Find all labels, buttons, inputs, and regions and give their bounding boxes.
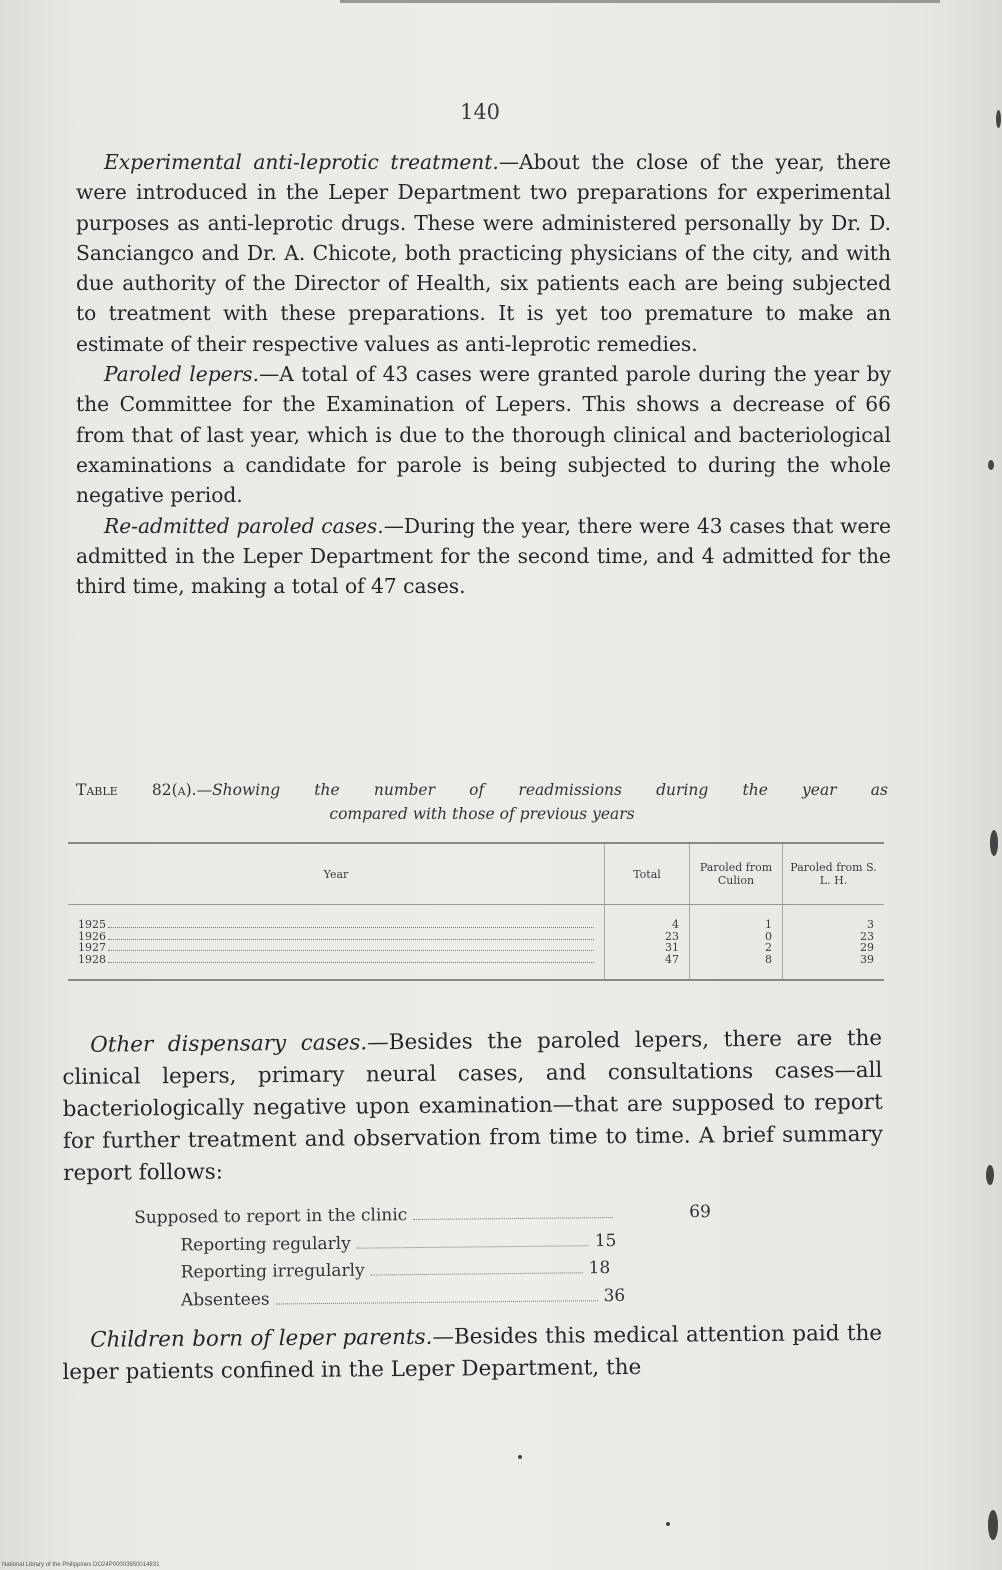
header-paroled-slh: Paroled from S. L. H. [783,843,885,905]
slh-cell: 23 [783,931,885,943]
paragraph-heading: Paroled lepers. [104,362,260,387]
paragraph-heading: Re-admitted paroled cases. [104,513,384,538]
paragraph-heading: Experimental anti-leprotic treatment. [104,150,499,174]
paragraph-text: —Besides the paroled lepers, there are the clinical lepers, primary neural cases, and consultations cases—all bacteriologically negative upon examination—that are supposed to report for further treatment and observation from time to time. A brief summary report follows: [62,1025,884,1186]
page-speck [996,110,1001,128]
paragraph-experimental-treatment [76,147,891,359]
page-number: 140 [459,100,501,124]
table-caption-title: —Showing the number of readmissions during the year as [196,781,888,799]
page-speck [518,1455,522,1459]
page-speck [666,1522,670,1526]
slh-cell: 29 [783,942,885,954]
header-year: Year [68,843,605,905]
table-caption-title-line2: compared with those of previous years [329,805,635,823]
total-cell: 23 [605,931,690,943]
culion-cell: 8 [690,954,783,981]
summary-item-value: 36 [603,1285,626,1306]
paragraph-text: —About the close of the year, there were introduced in the Leper Department two preparations for experimental purposes as anti-leprotic drugs. These were administered personally by Dr. D. Sanciangco and Dr. A. Chicote, both practicing physicians of the city, and with due authority of the Director of Health, six patients each are being subjected to treatment with these preparations. It is yet too premature to make an estimate of their respective values as anti-leprotic remedies. [76,150,891,356]
culion-cell: 2 [690,942,783,954]
summary-item-label: Reporting irregularly [180,1260,365,1283]
summary-item-label: Absentees [180,1289,270,1311]
paragraph-readmitted-cases [76,511,891,602]
table-row [68,931,884,943]
table-row [68,942,884,954]
summary-item-value: 18 [588,1258,611,1279]
slh-cell: 3 [783,905,885,931]
paragraph-text: —A total of 43 cases were granted parole during the year by the Committee for the Examination of Lepers. This shows a decrease of 66 from that of last year, which is due to the thorough clinical and bacteriological examinations a candidate for parole is being subjected to during the whole negative period. [76,362,891,508]
year-cell: 1928 [78,952,106,966]
culion-cell: 0 [690,931,783,943]
paragraph-text: —During the year, there were 43 cases that were admitted in the Leper Department for the second time, and 4 admitted for the third time, making a total of 47 cases. [76,513,891,599]
footer-credit: National Library of the Philippines DO24P00003950014831 [2,1562,160,1568]
total-cell: 4 [605,905,690,931]
year-cell: 1926 [78,929,106,943]
table-caption [76,778,888,826]
page-speck [988,460,994,470]
slh-cell: 39 [783,954,885,981]
header-total: Total [605,843,690,905]
page-speck [986,1165,994,1185]
total-cell: 31 [605,942,690,954]
summary-total-label: Supposed to report in the clinic [134,1205,408,1228]
paragraph-heading: Children born of leper parents. [90,1324,433,1353]
total-cell: 47 [605,954,690,981]
culion-cell: 1 [690,905,783,931]
summary-report [134,1198,835,1315]
paragraph-heading: Other dispensary cases. [90,1030,368,1058]
table-row [68,954,884,981]
table-row [68,905,884,931]
paragraph-other-dispensary [62,1023,883,1190]
dispensary-text [62,1023,883,1190]
top-edge-rule [340,0,940,3]
paragraph-children [62,1318,883,1389]
summary-item-label: Reporting regularly [180,1233,351,1256]
summary-total-value: 69 [689,1201,711,1223]
table-header-row [68,843,884,905]
table-caption-label: Table 82(a). [76,781,197,799]
summary-item-value: 15 [594,1230,617,1251]
header-paroled-culion: Paroled from Culion [690,843,783,905]
year-cell: 1927 [78,941,106,954]
paragraph-paroled-lepers [76,359,891,510]
year-cell: 1925 [78,918,106,931]
readmissions-table [68,842,884,981]
page-speck [988,1510,998,1540]
upper-body-text [76,147,891,601]
paragraph-text: —Besides this medical attention paid the leper patients confined in the Leper Department, the [62,1320,883,1385]
children-text [62,1318,883,1389]
page-speck [990,830,998,856]
